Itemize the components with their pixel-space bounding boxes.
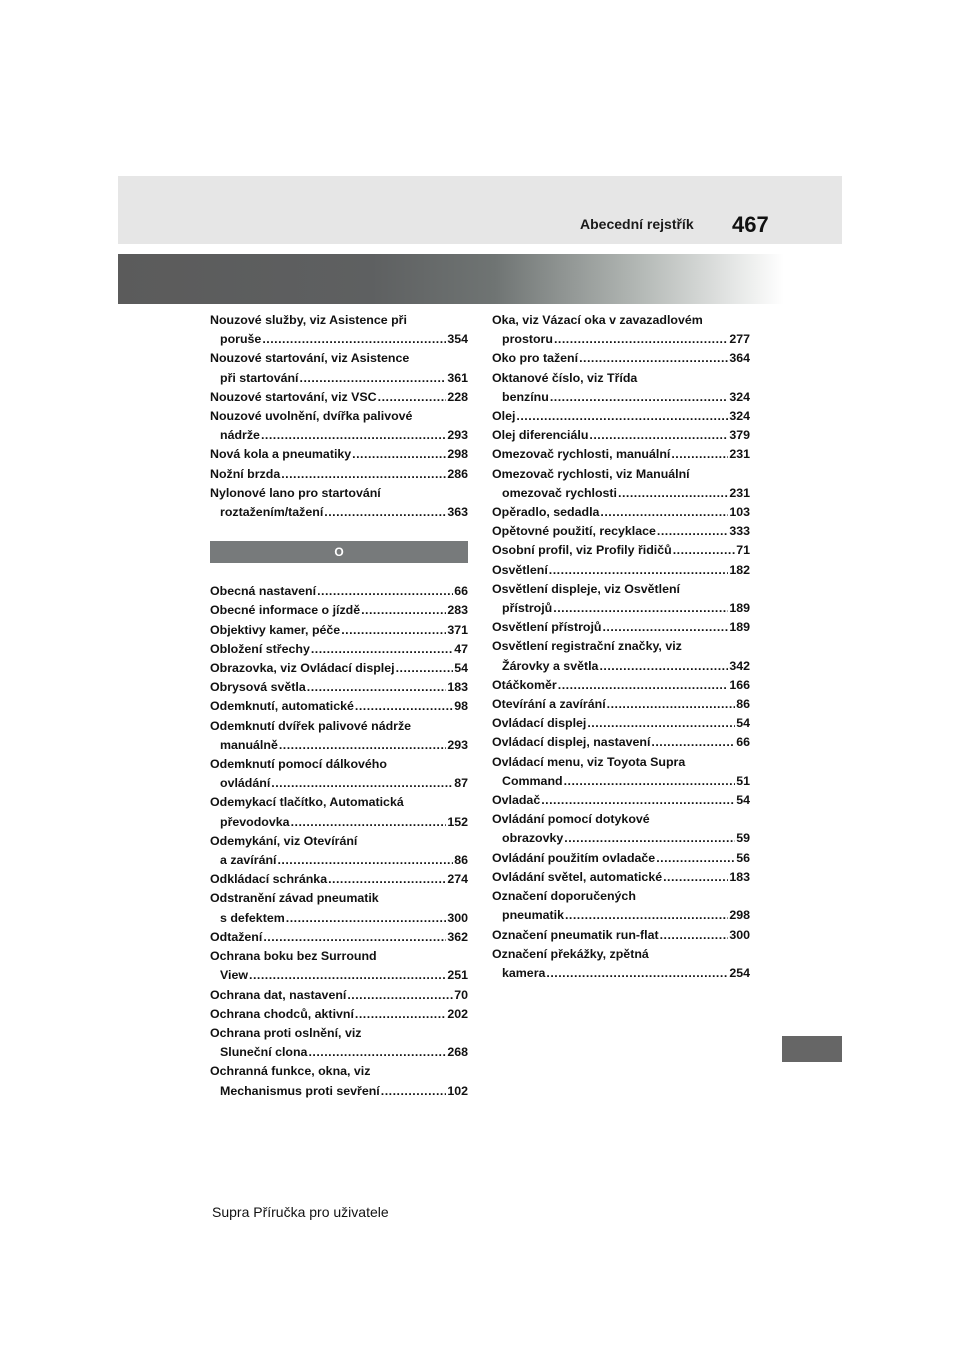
- index-entry-line: [210, 813, 468, 832]
- index-entry-text: Osvětlení: [492, 562, 548, 577]
- index-page-ref[interactable]: 202: [447, 1006, 468, 1021]
- index-entry: [492, 887, 750, 925]
- index-entry-term: Nouzové uvolnění, dvířka palivové: [210, 409, 413, 424]
- index-entry-line: [492, 445, 750, 464]
- index-entry-line: [492, 407, 750, 426]
- dot-leader: [671, 445, 728, 464]
- index-entry: [210, 1024, 468, 1062]
- dot-leader: [660, 926, 729, 945]
- index-entry-term: Omezovač rychlosti, viz Manuální: [492, 466, 690, 481]
- index-page-ref[interactable]: 189: [729, 620, 750, 635]
- index-entry-text: Obrazovka, viz Ovládací displej: [210, 661, 395, 676]
- index-entry-term: Nouzové startování, viz Asistence: [210, 351, 410, 366]
- page-number: 467: [732, 212, 769, 237]
- index-entry-text: pneumatik: [502, 908, 564, 923]
- index-page-ref[interactable]: 86: [454, 853, 468, 868]
- index-entry: [210, 445, 468, 464]
- dot-leader: [565, 906, 728, 925]
- index-entry-line: [210, 986, 468, 1005]
- index-page-ref[interactable]: 354: [447, 332, 468, 347]
- dot-leader: [396, 659, 454, 678]
- index-entry: [210, 1062, 468, 1100]
- index-entry-text: Ovládání světel, automatické: [492, 869, 663, 884]
- index-entry-line: [492, 349, 750, 368]
- dot-leader: [587, 714, 735, 733]
- dot-leader: [656, 849, 735, 868]
- dot-leader: [317, 582, 453, 601]
- dot-leader: [663, 868, 728, 887]
- index-entry-line: [210, 736, 468, 755]
- index-entry: [492, 849, 750, 868]
- index-entry-line: [492, 791, 750, 810]
- index-entry-line: [492, 868, 750, 887]
- index-entry-text: Ovládací displej, nastavení: [492, 735, 651, 750]
- index-entry: [492, 676, 750, 695]
- index-entry-text: Odtažení: [210, 929, 263, 944]
- index-page-ref[interactable]: 286: [447, 466, 468, 481]
- index-entry-text: Žárovky a světla: [502, 658, 599, 673]
- index-entry-line: [492, 541, 750, 560]
- index-entry-term: Ochrana proti oslnění, viz: [210, 1025, 362, 1040]
- index-page-ref[interactable]: 293: [447, 737, 468, 752]
- index-group-o-continued: [492, 311, 750, 983]
- index-entry: [210, 407, 468, 445]
- index-entry-text: Ovládací displej: [492, 716, 587, 731]
- index-entry-line: [210, 851, 468, 870]
- index-entry-text: Olej diferenciálu: [492, 428, 589, 443]
- index-page-ref[interactable]: 362: [447, 929, 468, 944]
- index-entry-line: [210, 445, 468, 464]
- index-entry-line: [492, 695, 750, 714]
- index-page-ref[interactable]: 54: [736, 793, 750, 808]
- index-entry-text: převodovka: [220, 814, 290, 829]
- dot-leader: [558, 676, 729, 695]
- dot-leader: [261, 426, 446, 445]
- index-entry: [492, 541, 750, 560]
- index-entry: [210, 947, 468, 985]
- index-entry: [492, 753, 750, 791]
- index-entry-text: Odkládací schránka: [210, 872, 328, 887]
- index-entry: [492, 349, 750, 368]
- index-page-ref[interactable]: 183: [729, 869, 750, 884]
- index-entry-term: Odemykání, viz Otevírání: [210, 833, 358, 848]
- index-page-ref[interactable]: 293: [447, 428, 468, 443]
- index-entry-text: benzínu: [502, 389, 549, 404]
- index-page-ref[interactable]: 183: [447, 680, 468, 695]
- index-entry-text: s defektem: [220, 910, 285, 925]
- index-entry-text: Nouzové startování, viz VSC: [210, 389, 377, 404]
- footer-text: Supra Příručka pro uživatele: [212, 1204, 389, 1220]
- index-page-ref[interactable]: 56: [736, 850, 750, 865]
- index-entry-term: Oka, viz Vázací oka v zavazadlovém: [492, 313, 703, 327]
- index-entry: [492, 426, 750, 445]
- index-entry-text: Obecné informace o jízdě: [210, 603, 361, 618]
- index-entry-line: [210, 659, 468, 678]
- index-page-ref[interactable]: 361: [447, 370, 468, 385]
- index-entry: [492, 369, 750, 407]
- index-entry-line: [210, 678, 468, 697]
- index-entry: [492, 580, 750, 618]
- index-entry-term: Nylonové lano pro startování: [210, 485, 381, 500]
- index-entry: [492, 407, 750, 426]
- letter-header-o: O: [210, 541, 468, 563]
- index-entry-text: Opěradlo, sedadla: [492, 505, 600, 520]
- index-entry-term: Ochranná funkce, okna, viz: [210, 1064, 371, 1079]
- index-entry-term: Ochrana boku bez Surround: [210, 949, 377, 964]
- index-page-ref[interactable]: 251: [447, 968, 468, 983]
- dot-leader: [607, 695, 736, 714]
- index-entry-line: [210, 465, 468, 484]
- dot-leader: [324, 503, 446, 522]
- index-page-ref[interactable]: 54: [736, 716, 750, 731]
- index-entry: [210, 697, 468, 716]
- index-entry: [492, 791, 750, 810]
- index-entry: [210, 1005, 468, 1024]
- dot-leader: [541, 791, 735, 810]
- index-page-ref[interactable]: 300: [447, 910, 468, 925]
- index-entry-line: [210, 388, 468, 407]
- index-entry-text: kamera: [502, 965, 546, 980]
- dot-leader: [281, 465, 446, 484]
- dot-leader: [651, 733, 735, 752]
- index-entry-line: [492, 849, 750, 868]
- index-entry-text: Mechanismus proti sevření: [220, 1083, 380, 1098]
- dot-leader: [553, 599, 728, 618]
- dot-leader: [352, 445, 446, 464]
- index-entry-line: [210, 966, 468, 985]
- index-entry-line: [210, 621, 468, 640]
- index-entry: [492, 714, 750, 733]
- index-entry: [492, 810, 750, 848]
- index-entry-term: Oktanové číslo, viz Třída: [492, 370, 638, 385]
- index-entry-line: [492, 618, 750, 637]
- index-entry-line: [210, 1005, 468, 1024]
- index-entry: [210, 484, 468, 522]
- dot-leader: [279, 736, 446, 755]
- dot-leader: [300, 369, 447, 388]
- index-entry: [210, 659, 468, 678]
- index-entry-text: Osvětlení přístrojů: [492, 620, 602, 635]
- index-page-ref[interactable]: 228: [447, 389, 468, 404]
- index-entry: [210, 755, 468, 793]
- decorative-gradient-band: [118, 254, 842, 304]
- index-entry: [210, 717, 468, 755]
- index-entry-line: [492, 561, 750, 580]
- dot-leader: [361, 601, 446, 620]
- dot-leader: [589, 426, 728, 445]
- index-page-ref[interactable]: 231: [729, 485, 750, 500]
- index-entry-term: Označení doporučených: [492, 889, 636, 904]
- index-entry-line: [210, 928, 468, 947]
- index-entry-line: [210, 330, 468, 349]
- index-entry: [210, 601, 468, 620]
- dot-leader: [599, 657, 728, 676]
- index-entry: [210, 678, 468, 697]
- index-entry-text: a zavírání: [220, 853, 277, 868]
- dot-leader: [328, 870, 446, 889]
- index-entry-line: [492, 388, 750, 407]
- dot-leader: [554, 330, 728, 349]
- dot-leader: [618, 484, 728, 503]
- index-entry-line: [210, 697, 468, 716]
- index-entry-text: přístrojů: [502, 601, 553, 616]
- index-entry-line: [210, 909, 468, 928]
- index-entry-text: Ochrana dat, nastavení: [210, 987, 347, 1002]
- dot-leader: [271, 774, 453, 793]
- index-page-ref[interactable]: 66: [454, 584, 468, 599]
- index-entry-term: Odemykací tlačítko, Automatická: [210, 795, 404, 810]
- index-page-ref[interactable]: 59: [736, 831, 750, 846]
- index-entry-text: Objektivy kamer, péče: [210, 622, 341, 637]
- index-entry-text: Sluneční clona: [220, 1045, 308, 1060]
- index-entry-text: Otáčkoměr: [492, 677, 557, 692]
- dot-leader: [307, 678, 447, 697]
- index-entry-text: Otevírání a zavírání: [492, 697, 606, 712]
- dot-leader: [286, 909, 447, 928]
- index-entry-text: Oko pro tažení: [492, 351, 579, 366]
- index-entry-line: [492, 964, 750, 983]
- index-entry-text: Command: [502, 773, 563, 788]
- index-page-ref[interactable]: 98: [454, 699, 468, 714]
- index-entry: [492, 618, 750, 637]
- index-entry-line: [492, 676, 750, 695]
- index-entry: [210, 793, 468, 831]
- index-page-ref[interactable]: 71: [736, 543, 750, 558]
- index-entry: [492, 522, 750, 541]
- index-entry-line: [210, 640, 468, 659]
- index-entry-text: Olej: [492, 409, 516, 424]
- index-entry: [210, 388, 468, 407]
- dot-leader: [311, 640, 453, 659]
- index-entry-line: [492, 772, 750, 791]
- index-column-right: [492, 311, 750, 983]
- index-entry-line: [492, 829, 750, 848]
- index-page-ref[interactable]: 47: [454, 641, 468, 656]
- index-page-ref[interactable]: 364: [729, 351, 750, 366]
- index-entry-text: poruše: [220, 332, 262, 347]
- index-entry: [210, 870, 468, 889]
- thumb-index-tab: [782, 1036, 842, 1062]
- index-entry: [210, 832, 468, 870]
- index-page-ref[interactable]: 324: [729, 409, 750, 424]
- index-entry: [210, 640, 468, 659]
- index-page-ref[interactable]: 102: [447, 1083, 468, 1098]
- index-entry: [210, 311, 468, 349]
- index-entry-line: [492, 714, 750, 733]
- index-entry-text: obrazovky: [502, 831, 564, 846]
- index-page-ref[interactable]: 363: [447, 505, 468, 520]
- index-entry-line: [492, 426, 750, 445]
- index-entry-text: Označení pneumatik run-flat: [492, 927, 659, 942]
- index-entry-term: Označení překážky, zpětná: [492, 946, 649, 961]
- index-page-ref[interactable]: 333: [729, 524, 750, 539]
- index-entry-line: [492, 503, 750, 522]
- index-page-ref[interactable]: 103: [729, 505, 750, 520]
- index-entry: [492, 311, 750, 349]
- dot-leader: [249, 966, 446, 985]
- index-page-ref[interactable]: 51: [736, 773, 750, 788]
- dot-leader: [564, 772, 736, 791]
- dot-leader: [355, 1005, 446, 1024]
- dot-leader: [277, 851, 453, 870]
- index-entry: [492, 695, 750, 714]
- index-entry-line: [210, 1082, 468, 1101]
- index-entry-term: Odstranění závad pneumatik: [210, 891, 379, 906]
- index-entry: [492, 926, 750, 945]
- index-entry-text: prostoru: [502, 332, 553, 347]
- index-page-ref[interactable]: 231: [729, 447, 750, 462]
- dot-leader: [381, 1082, 447, 1101]
- index-entry: [492, 945, 750, 983]
- index-entry-text: Osobní profil, viz Profily řidičů: [492, 543, 672, 558]
- index-entry: [210, 582, 468, 601]
- index-entry: [492, 465, 750, 503]
- index-page-ref[interactable]: 298: [729, 908, 750, 923]
- index-page-ref[interactable]: 283: [447, 603, 468, 618]
- index-entry: [210, 349, 468, 387]
- index-group-o: [210, 582, 468, 1100]
- index-entry-line: [492, 330, 750, 349]
- index-entry-line: [210, 774, 468, 793]
- dot-leader: [516, 407, 728, 426]
- index-entry-text: Obrysová světla: [210, 680, 306, 695]
- index-entry: [492, 733, 750, 752]
- index-entry-line: [492, 484, 750, 503]
- dot-leader: [602, 618, 728, 637]
- index-page-ref[interactable]: 166: [729, 677, 750, 692]
- index-entry-text: při startování: [220, 370, 299, 385]
- index-page-ref[interactable]: 86: [736, 697, 750, 712]
- index-entry-text: Odemknutí, automatické: [210, 699, 354, 714]
- section-title: Abecední rejstřík: [580, 216, 694, 232]
- index-page-ref[interactable]: 182: [729, 562, 750, 577]
- index-entry: [492, 445, 750, 464]
- index-entry-text: Ochrana chodců, aktivní: [210, 1006, 354, 1021]
- index-entry-text: omezovač rychlosti: [502, 485, 618, 500]
- index-page-ref[interactable]: 277: [729, 332, 750, 347]
- dot-leader: [262, 330, 446, 349]
- index-entry-text: Omezovač rychlosti, manuální: [492, 447, 671, 462]
- dot-leader: [263, 928, 446, 947]
- index-entry-line: [492, 599, 750, 618]
- dot-leader: [600, 503, 728, 522]
- dot-leader: [308, 1043, 446, 1062]
- index-entry-term: Odemknutí pomocí dálkového: [210, 757, 387, 772]
- index-entry-text: ovládání: [220, 776, 271, 791]
- index-page-ref[interactable]: 152: [447, 814, 468, 829]
- index-entry-term: Odemknutí dvířek palivové nádrže: [210, 718, 412, 733]
- index-entry-text: Obecná nastavení: [210, 584, 317, 599]
- index-entry-term: Ovládací menu, viz Toyota Supra: [492, 754, 686, 769]
- index-entry-text: Nová kola a pneumatiky: [210, 447, 352, 462]
- index-page-ref[interactable]: 379: [729, 428, 750, 443]
- index-entry-text: Ovladač: [492, 793, 541, 808]
- index-entry-line: [210, 582, 468, 601]
- dot-leader: [546, 964, 728, 983]
- index-entry-text: Ovládání použitím ovladače: [492, 850, 656, 865]
- index-column-left: [210, 311, 468, 1101]
- index-entry: [210, 889, 468, 927]
- index-entry: [492, 868, 750, 887]
- index-entry-line: [210, 369, 468, 388]
- dot-leader: [564, 829, 735, 848]
- index-entry-text: roztažením/tažení: [220, 505, 324, 520]
- index-entry-line: [210, 601, 468, 620]
- dot-leader: [549, 561, 729, 580]
- index-group-n: [210, 311, 468, 522]
- index-entry-line: [210, 870, 468, 889]
- index-entry-text: Opětovné použití, recyklace: [492, 524, 656, 539]
- dot-leader: [378, 388, 447, 407]
- dot-leader: [579, 349, 728, 368]
- index-entry: [210, 621, 468, 640]
- index-entry-line: [492, 522, 750, 541]
- dot-leader: [550, 388, 729, 407]
- index-page-ref[interactable]: 54: [454, 661, 468, 676]
- index-entry: [492, 637, 750, 675]
- index-entry: [210, 928, 468, 947]
- index-entry-line: [210, 1043, 468, 1062]
- index-page-ref[interactable]: 371: [447, 622, 468, 637]
- dot-leader: [673, 541, 736, 560]
- index-page-ref[interactable]: 87: [454, 776, 468, 791]
- index-page-ref[interactable]: 298: [447, 447, 468, 462]
- dot-leader: [291, 813, 447, 832]
- index-entry-term: Osvětlení displeje, viz Osvětlení: [492, 581, 681, 596]
- dot-leader: [355, 697, 453, 716]
- index-entry-line: [210, 503, 468, 522]
- index-page-ref[interactable]: 324: [729, 389, 750, 404]
- index-entry-line: [492, 906, 750, 925]
- index-page-ref[interactable]: 254: [729, 965, 750, 980]
- index-page-ref[interactable]: 189: [729, 601, 750, 616]
- index-entry-line: [492, 926, 750, 945]
- index-entry: [492, 561, 750, 580]
- index-page-ref[interactable]: 66: [736, 735, 750, 750]
- dot-leader: [347, 986, 453, 1005]
- index-page-ref[interactable]: 268: [447, 1045, 468, 1060]
- index-page-ref[interactable]: 70: [454, 987, 468, 1002]
- index-entry-term: Ovládání pomocí dotykové: [492, 812, 650, 827]
- dot-leader: [341, 621, 446, 640]
- index-entry-text: Obložení střechy: [210, 641, 310, 656]
- index-entry-line: [492, 657, 750, 676]
- index-page-ref[interactable]: 342: [729, 658, 750, 673]
- index-entry-term: Osvětlení registrační značky, viz: [492, 639, 682, 654]
- index-page-ref[interactable]: 300: [729, 927, 750, 942]
- index-entry-line: [210, 426, 468, 445]
- index-entry-term: Nouzové služby, viz Asistence při: [210, 313, 407, 327]
- index-entry: [210, 465, 468, 484]
- index-entry-text: manuálně: [220, 737, 278, 752]
- index-entry-text: nádrže: [220, 428, 260, 443]
- index-entry-text: View: [220, 968, 249, 983]
- index-entry-text: Nožní brzda: [210, 466, 281, 481]
- dot-leader: [657, 522, 728, 541]
- index-page-ref[interactable]: 274: [447, 872, 468, 887]
- index-entry: [492, 503, 750, 522]
- index-entry-line: [492, 733, 750, 752]
- index-entry: [210, 986, 468, 1005]
